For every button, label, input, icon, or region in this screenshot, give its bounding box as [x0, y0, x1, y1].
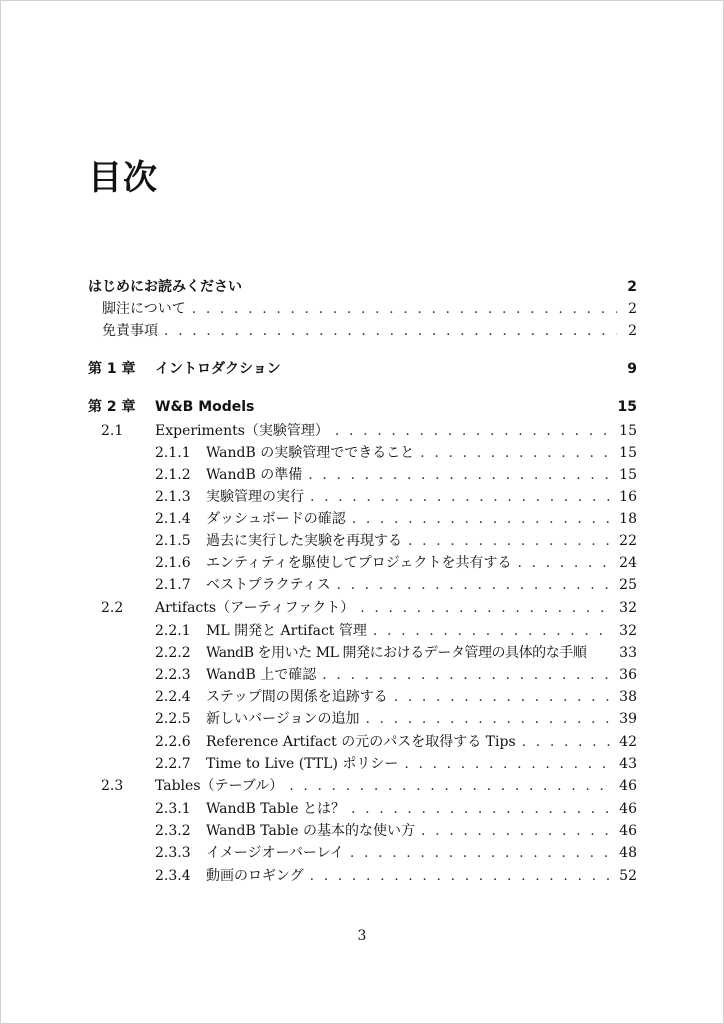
toc-label: Artifacts（アーティファクト）	[155, 600, 355, 616]
toc-page: 18	[619, 511, 637, 527]
section-number: 2.1.2	[155, 467, 191, 483]
toc-entry-chapter-1[interactable]	[88, 358, 637, 380]
section-number: 2.2.4	[155, 689, 191, 705]
toc-page: 24	[619, 555, 637, 571]
toc-label: 免責事項	[102, 323, 158, 339]
toc-label: Time to Live (TTL) ポリシー	[206, 756, 399, 772]
leader-dots	[289, 775, 613, 797]
toc-page: 48	[619, 845, 637, 861]
toc-label: Reference Artifact の元のパスを取得する Tips	[206, 734, 516, 750]
leader-dots	[310, 865, 614, 887]
leader-dots	[421, 820, 613, 842]
section-number: 2.1.3	[155, 489, 191, 505]
toc-entry-section-2-1-2[interactable]	[88, 464, 637, 486]
toc-label: ベストプラクティス	[206, 577, 331, 593]
toc-page: 39	[619, 711, 637, 727]
toc-page: 46	[619, 823, 637, 839]
leader-dots	[352, 508, 613, 530]
section-number: 2.2.1	[155, 623, 191, 639]
toc-entry-disclaimer[interactable]	[88, 320, 637, 342]
toc-page: 15	[617, 399, 637, 415]
leader-dots	[310, 486, 613, 508]
page-number: 3	[357, 928, 367, 944]
toc-page: 38	[619, 689, 637, 705]
toc-label: WandB の実験管理でできること	[206, 445, 415, 461]
toc-label: Experiments（実験管理）	[155, 423, 329, 439]
toc-entry-section-2-1-6[interactable]	[88, 552, 637, 574]
page-title: 目次	[88, 158, 158, 198]
chapter-number: 第 1 章	[88, 361, 136, 377]
toc-page: 32	[619, 623, 637, 639]
toc-label: WandB を用いた ML 開発におけるデータ管理の具体的な手順	[206, 645, 587, 661]
toc-page: 9	[627, 361, 637, 377]
toc-label: 新しいバージョンの追加	[206, 711, 360, 727]
toc-label: イントロダクション	[155, 361, 281, 377]
toc-page: 32	[619, 600, 637, 616]
toc-entry-section-2-2-1[interactable]	[88, 620, 637, 642]
leader-dots	[322, 664, 613, 686]
section-number: 2.1.1	[155, 445, 191, 461]
section-number: 2.1	[101, 423, 124, 439]
leader-dots	[373, 620, 613, 642]
section-number: 2.1.7	[155, 577, 191, 593]
toc-page: 25	[619, 577, 637, 593]
toc-page: 2	[627, 279, 637, 295]
leader-dots	[350, 842, 613, 864]
toc-entry-section-2-2-4[interactable]	[88, 686, 637, 708]
leader-dots	[408, 530, 613, 552]
toc-page: 16	[619, 489, 637, 505]
section-number: 2.2.6	[155, 734, 191, 750]
toc-entry-section-2-3-4[interactable]	[88, 865, 637, 887]
section-number: 2.2.3	[155, 667, 191, 683]
toc-entry-section-2-1-4[interactable]	[88, 508, 637, 530]
toc-page: 22	[619, 533, 637, 549]
leader-dots	[522, 731, 614, 753]
toc-entry-section-2-1[interactable]	[88, 420, 637, 442]
toc-entry-section-2-1-5[interactable]	[88, 530, 637, 552]
leader-dots	[192, 298, 617, 320]
section-number: 2.3.1	[155, 801, 191, 817]
toc-page: 15	[619, 423, 637, 439]
toc-entry-section-2-2-3[interactable]	[88, 664, 637, 686]
toc-label: 実験管理の実行	[206, 489, 304, 505]
toc-page: 2	[628, 323, 637, 339]
section-number: 2.3.4	[155, 868, 191, 884]
toc-page: 2	[628, 301, 637, 317]
toc-entry-footnotes[interactable]	[88, 298, 637, 320]
toc-label: WandB Table の基本的な使い方	[206, 823, 416, 839]
toc-entry-section-2-2-7[interactable]	[88, 753, 637, 775]
section-number: 2.1.5	[155, 533, 191, 549]
toc-entry-section-2-1-7[interactable]	[88, 574, 637, 596]
toc-label: W&B Models	[155, 399, 255, 415]
leader-dots	[308, 464, 613, 486]
toc-page: 46	[619, 778, 637, 794]
toc-page: 15	[619, 467, 637, 483]
section-number: 2.1.4	[155, 511, 191, 527]
section-number: 2.3.2	[155, 823, 191, 839]
section-number: 2.2.7	[155, 756, 191, 772]
toc-entry-preface[interactable]	[88, 276, 637, 298]
toc-entry-chapter-2[interactable]	[88, 396, 637, 418]
toc-entry-section-2-3[interactable]	[88, 775, 637, 797]
toc-label: 脚注について	[102, 301, 186, 317]
toc-entry-section-2-3-2[interactable]	[88, 820, 637, 842]
toc-page: 43	[619, 756, 637, 772]
toc-entry-section-2-2-6[interactable]	[88, 731, 637, 753]
toc-entry-section-2-2[interactable]	[88, 597, 637, 619]
toc-entry-section-2-1-1[interactable]	[88, 442, 637, 464]
section-number: 2.3.3	[155, 845, 191, 861]
toc-page: 36	[619, 667, 637, 683]
leader-dots	[336, 574, 613, 596]
toc-entry-section-2-1-3[interactable]	[88, 486, 637, 508]
chapter-number: 第 2 章	[88, 399, 136, 415]
leader-dots	[335, 420, 613, 442]
section-number: 2.3	[101, 778, 124, 794]
leader-dots	[360, 597, 613, 619]
toc-entry-section-2-3-3[interactable]	[88, 842, 637, 864]
toc-label: ステップ間の関係を追跡する	[206, 689, 388, 705]
leader-dots	[420, 442, 613, 464]
leader-dots	[404, 753, 613, 775]
section-number: 2.2	[101, 600, 124, 616]
toc-page: 52	[619, 868, 637, 884]
toc-label: WandB の準備	[206, 467, 303, 483]
toc-label: はじめにお読みください	[88, 279, 242, 295]
section-number: 2.2.5	[155, 711, 191, 727]
toc-label: WandB Table とは？	[206, 801, 346, 817]
toc-label: 過去に実行した実験を再現する	[206, 533, 402, 549]
leader-dots	[351, 798, 613, 820]
toc-label: WandB 上で確認	[206, 667, 317, 683]
leader-dots	[517, 552, 613, 574]
toc-page: 46	[619, 801, 637, 817]
toc-page: 33	[619, 645, 637, 661]
toc-label: Tables（テーブル）	[155, 778, 284, 794]
toc-label: ML 開発と Artifact 管理	[206, 623, 367, 639]
toc-page: 42	[619, 734, 637, 750]
toc-label: イメージオーバーレイ	[206, 845, 344, 861]
toc-label: 動画のロギング	[206, 868, 304, 884]
toc-page: 15	[619, 445, 637, 461]
toc-label: ダッシュボードの確認	[206, 511, 346, 527]
toc-entry-section-2-3-1[interactable]	[88, 798, 637, 820]
leader-dots	[394, 686, 613, 708]
leader-dots	[365, 708, 613, 730]
section-number: 2.1.6	[155, 555, 191, 571]
toc-entry-section-2-2-2[interactable]	[88, 642, 637, 664]
section-number: 2.2.2	[155, 645, 191, 661]
toc-entry-section-2-2-5[interactable]	[88, 708, 637, 730]
toc-label: エンティティを駆使してプロジェクトを共有する	[206, 555, 512, 571]
leader-dots	[164, 320, 617, 342]
